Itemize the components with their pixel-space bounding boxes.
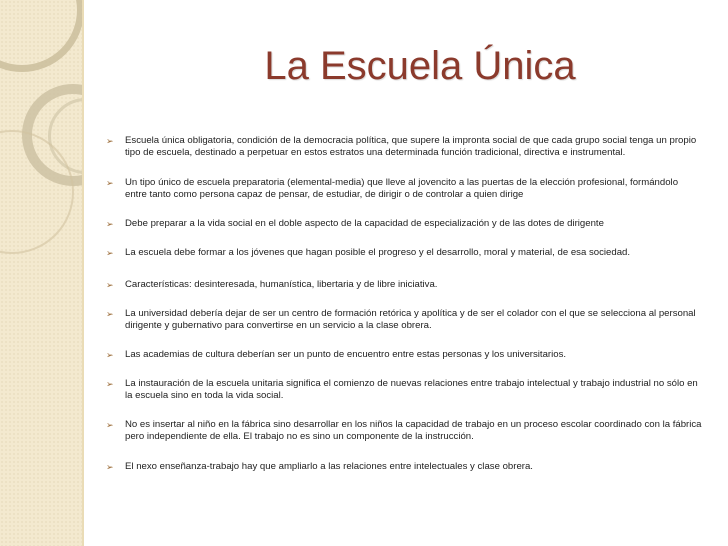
- bullet-text: La escuela debe formar a los jóvenes que hagan posible el progreso y el desarrollo, moral y material, de esa sociedad.: [125, 247, 631, 258]
- bullet-item: [106, 308, 702, 332]
- bullet-text: La instauración de la escuela unitaria significa el comienzo de nuevas relaciones entre trabajo intelectual y trabajo industrial no sólo en la escuela sino en toda la vida social.: [125, 378, 698, 401]
- bullet-item: [106, 378, 702, 402]
- bullet-arrow-icon: ➢: [106, 462, 114, 472]
- bullet-item: [106, 419, 702, 443]
- bullet-text: Debe preparar a la vida social en el doble aspecto de la capacidad de especialización y de las dotes de dirigente: [125, 218, 604, 229]
- bullet-item: [106, 349, 702, 361]
- bullet-item: [106, 135, 702, 159]
- slide-title: La Escuela Única: [264, 44, 576, 88]
- bullet-text: No es insertar al niño en la fábrica sino desarrollar en los niños la capacidad de trabajo en un proceso escolar coordinado con la fábrica pero independiente de ella. El trabajo no es sino un componente de la instrucción.: [125, 419, 702, 442]
- bullet-item: [106, 461, 702, 473]
- bullet-item: [106, 177, 702, 201]
- bullet-text: Escuela única obligatoria, condición de la democracia política, que supere la impronta social de que cada grupo social tenga un propio tipo de escuela, destinado a perpetuar en estos estratos una determinada función tradicional, directiva e instrumental.: [125, 135, 697, 158]
- bullet-text: Un tipo único de escuela preparatoria (elemental-media) que lleve al jovencito a las puertas de la elección profesional, formándolo entre tanto como persona capaz de pensar, de estudiar, de dirigir o de controlar a quien dirige: [125, 177, 679, 200]
- bullet-text: Características: desinteresada, humanística, libertaria y de libre iniciativa.: [125, 279, 438, 290]
- decorative-ring: [0, 0, 82, 72]
- decorative-band-edge: [82, 0, 84, 546]
- bullet-arrow-icon: ➢: [106, 350, 114, 360]
- bullet-text: Las academias de cultura deberían ser un punto de encuentro entre estas personas y los universitarios.: [125, 349, 567, 360]
- decorative-left-band: [0, 0, 82, 546]
- bullet-list: [106, 135, 702, 473]
- bullet-arrow-icon: ➢: [106, 136, 114, 146]
- bullet-arrow-icon: ➢: [106, 219, 114, 229]
- bullet-text: El nexo enseñanza-trabajo hay que ampliarlo a las relaciones entre intelectuales y clase obrera.: [125, 461, 533, 472]
- bullet-item: [106, 279, 702, 291]
- bullet-arrow-icon: ➢: [106, 309, 114, 319]
- bullet-arrow-icon: ➢: [106, 379, 114, 389]
- bullet-item: [106, 247, 702, 259]
- bullet-text: La universidad debería dejar de ser un centro de formación retórica y apolítica y de ser el colador con el que se selecciona al personal dirigente y gubernativo para convertirse en un servicio a la clase obrera.: [125, 308, 696, 331]
- bullet-arrow-icon: ➢: [106, 280, 114, 290]
- bullet-arrow-icon: ➢: [106, 178, 114, 188]
- bullet-arrow-icon: ➢: [106, 420, 114, 430]
- bullet-item: [106, 218, 702, 230]
- bullet-arrow-icon: ➢: [106, 248, 114, 258]
